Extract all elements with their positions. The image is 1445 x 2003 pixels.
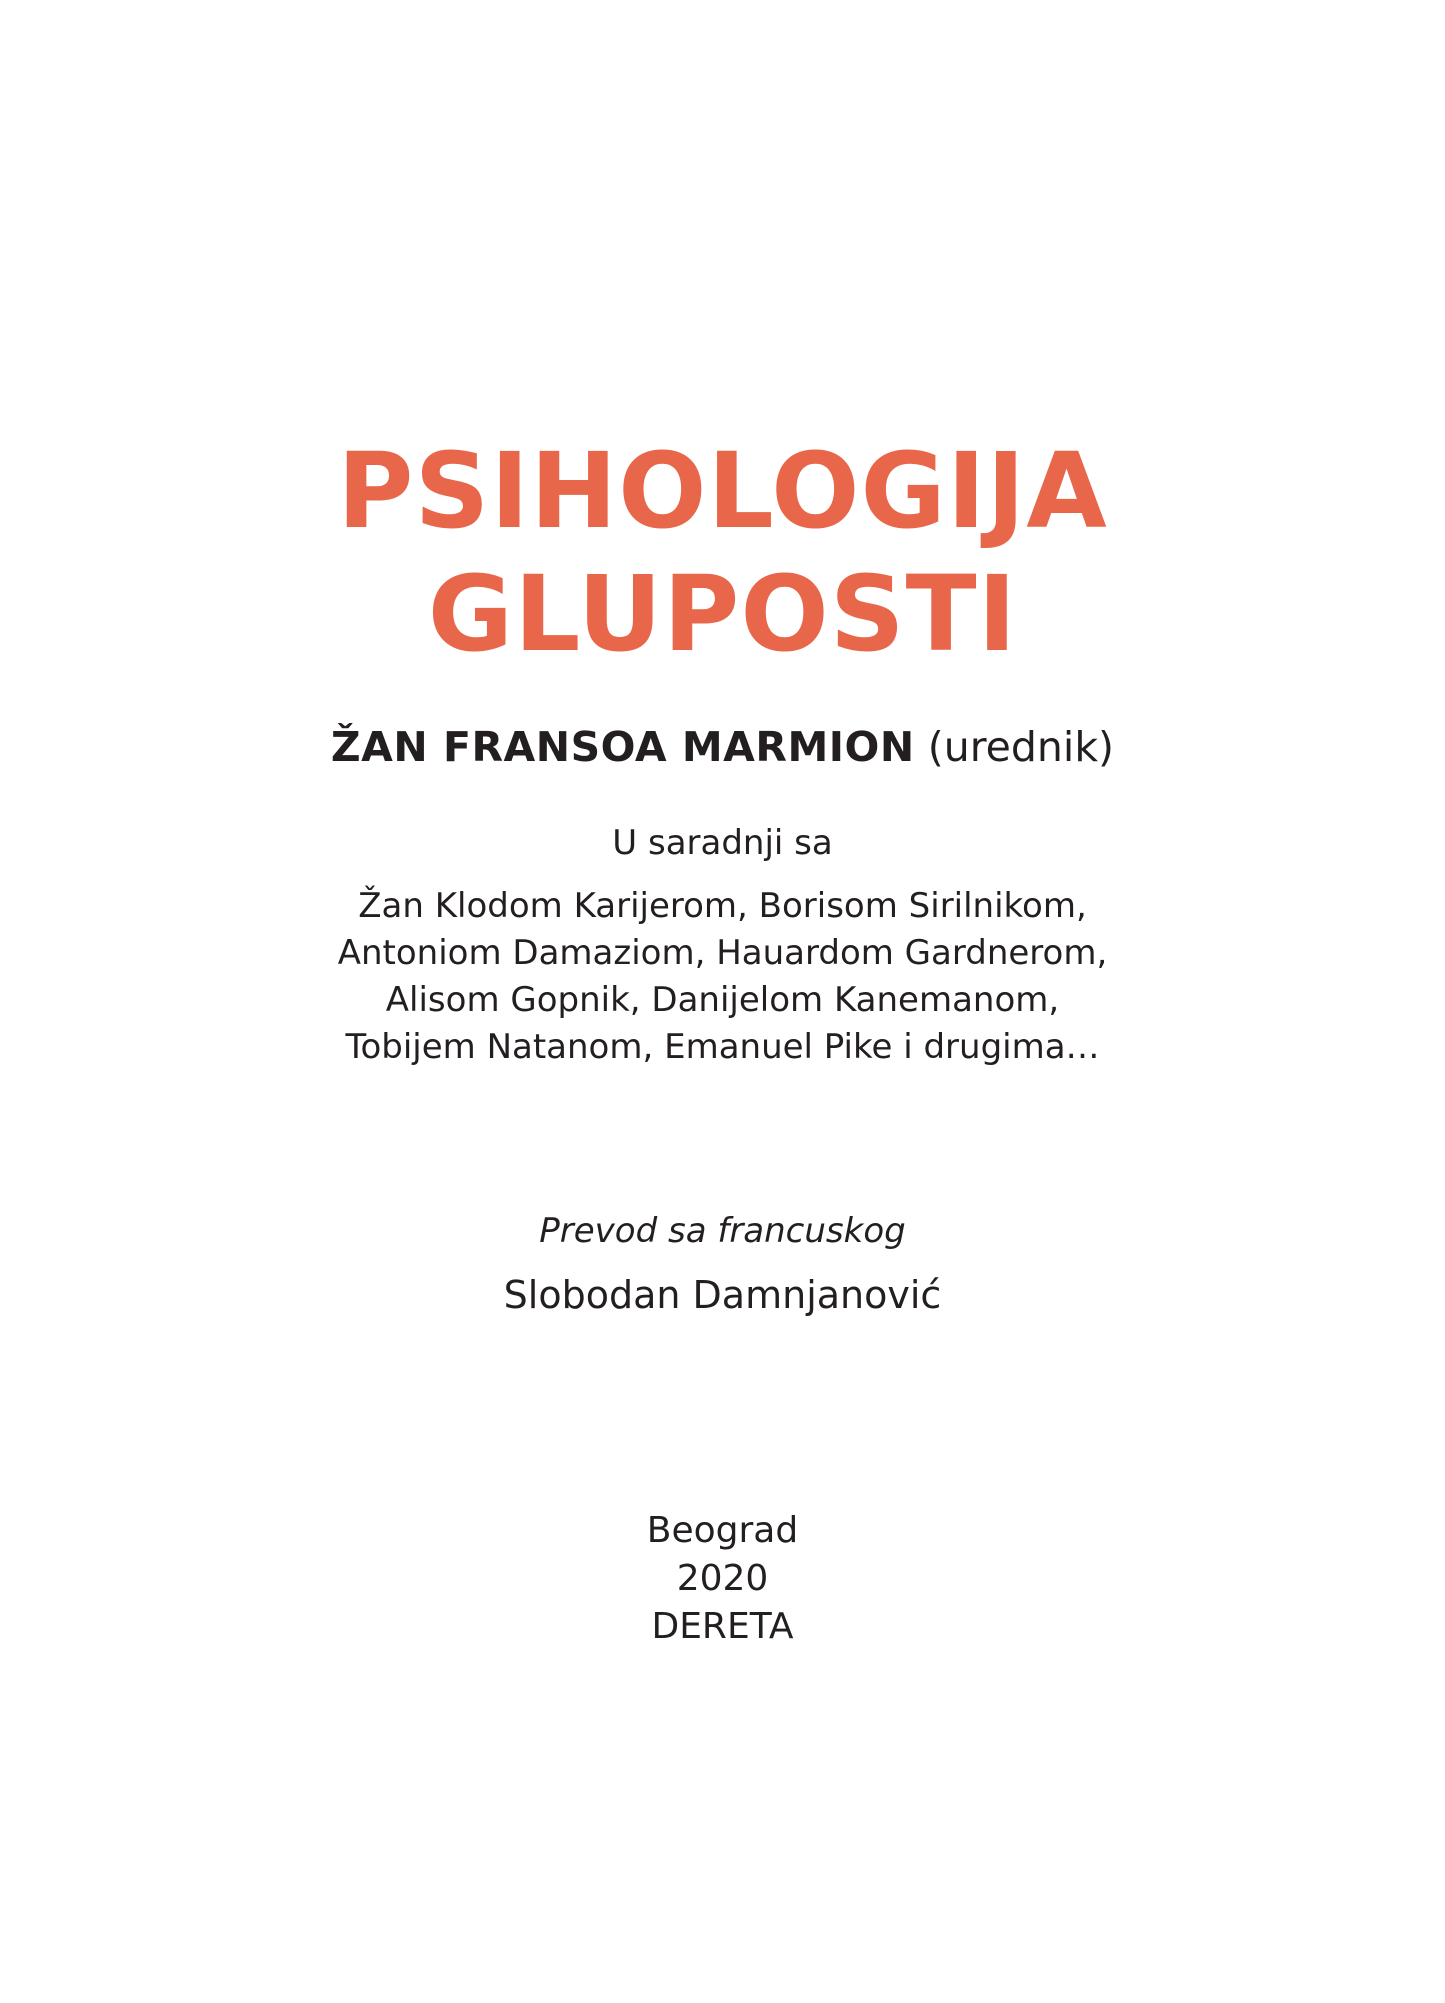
translation-label: Prevod sa francuskog xyxy=(539,1211,906,1252)
editor-credit xyxy=(0,723,1445,771)
editor-name: ŽAN FRANSOA MARMION xyxy=(330,723,915,772)
editor-role: (urednik) xyxy=(927,723,1115,772)
collaboration-intro: U saradnji sa xyxy=(612,823,833,864)
collaborator-line: Alisom Gopnik, Danijelom Kanemanom, xyxy=(385,980,1060,1021)
title-page-content xyxy=(0,430,1445,1651)
collaborator-line: Žan Klodom Karijerom, Borisom Sirilnikom, xyxy=(358,886,1087,927)
collaborator-line: Tobijem Natanom, Emanuel Pike i drugima… xyxy=(345,1027,1100,1068)
imprint xyxy=(0,1507,1445,1651)
collaborators-list xyxy=(0,883,1445,1071)
imprint-publisher: DERETA xyxy=(651,1605,794,1647)
book-title-line-2: GLUPOSTI xyxy=(427,552,1018,675)
translation-credit xyxy=(0,1211,1445,1317)
book-title xyxy=(0,430,1445,675)
book-title-line-1: PSIHOLOGIJA xyxy=(337,430,1108,552)
translator-name: Slobodan Damnjanović xyxy=(503,1273,942,1318)
collaborator-line: Antoniom Damaziom, Hauardom Gardnerom, xyxy=(337,933,1108,974)
imprint-year: 2020 xyxy=(676,1557,769,1599)
imprint-city: Beograd xyxy=(646,1510,799,1552)
